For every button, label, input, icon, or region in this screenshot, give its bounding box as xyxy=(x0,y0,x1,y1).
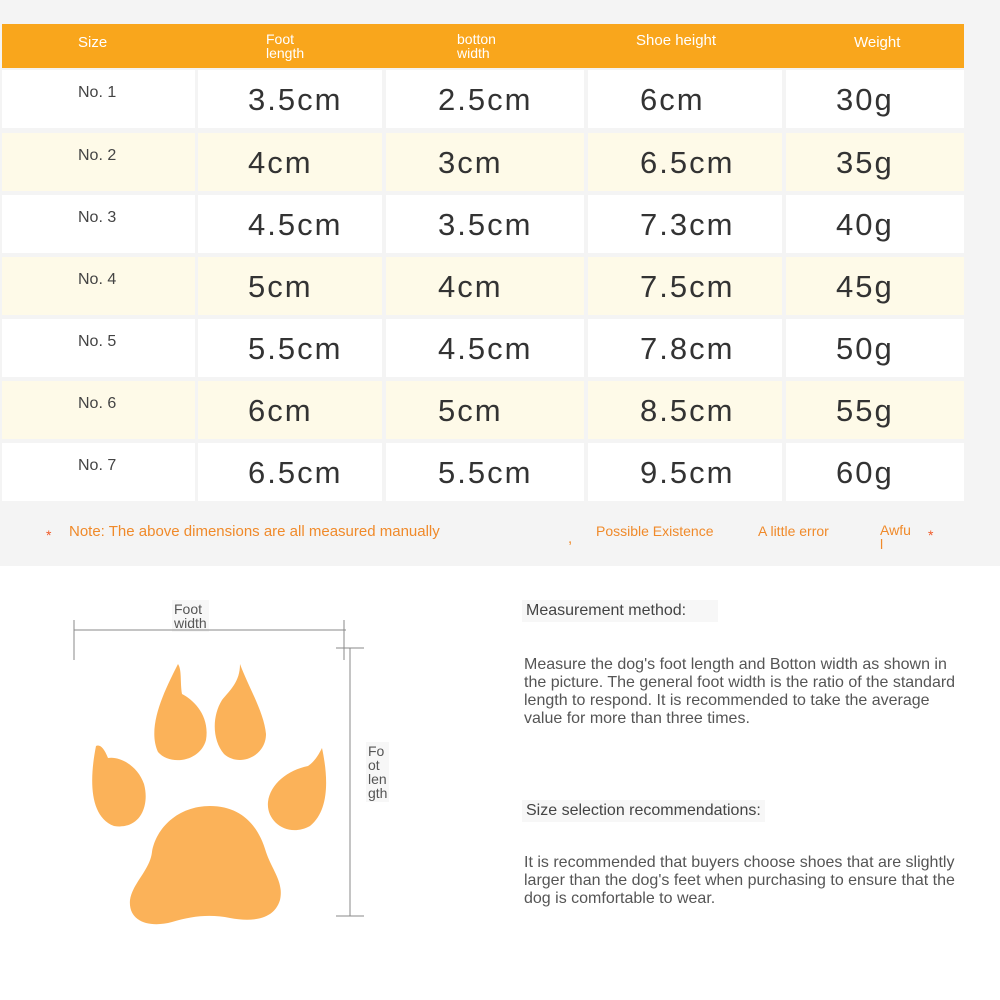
note-possible-existence: Possible Existence xyxy=(596,523,714,539)
cell-value: 35g xyxy=(836,145,894,180)
cell-value: 40g xyxy=(836,207,894,242)
table-cell-botton-width xyxy=(386,381,584,439)
header-size: Size xyxy=(78,34,108,51)
table-cell-size xyxy=(2,70,195,128)
table-row xyxy=(0,70,1000,128)
header-botton-width: botton width xyxy=(457,31,496,61)
cell-value: 7.8cm xyxy=(640,331,735,366)
table-cell-shoe-height xyxy=(588,70,782,128)
table-cell-botton-width xyxy=(386,257,584,315)
measurement-method-title: Measurement method: xyxy=(522,600,718,622)
cell-value: 6.5cm xyxy=(248,455,343,490)
table-cell-size xyxy=(2,195,195,253)
cell-value: 4cm xyxy=(248,145,313,180)
size-label: No. 3 xyxy=(78,209,117,226)
cell-value: 5.5cm xyxy=(438,455,533,490)
table-cell-botton-width xyxy=(386,70,584,128)
foot-width-label: Foot width xyxy=(174,601,207,631)
table-cell-weight xyxy=(786,319,964,377)
table-cell-shoe-height xyxy=(588,257,782,315)
table-cell-botton-width xyxy=(386,195,584,253)
table-cell-botton-width xyxy=(386,319,584,377)
table-cell-foot-length xyxy=(198,257,382,315)
note-little-error: A little error xyxy=(758,523,829,539)
table-cell-size xyxy=(2,133,195,191)
cell-value: 5cm xyxy=(248,269,313,304)
table-cell-weight xyxy=(786,195,964,253)
table-cell-foot-length xyxy=(198,319,382,377)
cell-value: 9.5cm xyxy=(640,455,735,490)
cell-value: 5cm xyxy=(438,393,503,428)
table-cell-weight xyxy=(786,70,964,128)
cell-value: 3.5cm xyxy=(248,82,343,117)
cell-value: 8.5cm xyxy=(640,393,735,428)
table-cell-shoe-height xyxy=(588,195,782,253)
measurement-method-text: Measure the dog's foot length and Botton width as shown in the picture. The general foot width is the ratio of the standard length to respond. It is recommended to take the average value for more than three times. xyxy=(524,656,956,727)
table-row xyxy=(0,133,1000,191)
table-row xyxy=(0,381,1000,439)
table-cell-botton-width xyxy=(386,443,584,501)
table-cell-foot-length xyxy=(198,443,382,501)
table-row xyxy=(0,319,1000,377)
cell-value: 55g xyxy=(836,393,894,428)
table-cell-weight xyxy=(786,257,964,315)
cell-value: 7.5cm xyxy=(640,269,735,304)
table-row xyxy=(0,257,1000,315)
cell-value: 3cm xyxy=(438,145,503,180)
table-cell-shoe-height xyxy=(588,319,782,377)
table-cell-shoe-height xyxy=(588,381,782,439)
table-cell-shoe-height xyxy=(588,443,782,501)
size-recommendation-title: Size selection recommendations: xyxy=(522,800,765,822)
header-shoe-height: Shoe height xyxy=(636,32,717,49)
cell-value: 4.5cm xyxy=(248,207,343,242)
table-header xyxy=(2,24,964,68)
table-cell-foot-length xyxy=(198,195,382,253)
cell-value: 7.3cm xyxy=(640,207,735,242)
table-row xyxy=(0,443,1000,501)
size-label: No. 1 xyxy=(78,84,117,101)
cell-value: 2.5cm xyxy=(438,82,533,117)
table-cell-foot-length xyxy=(198,381,382,439)
cell-value: 60g xyxy=(836,455,894,490)
table-cell-foot-length xyxy=(198,133,382,191)
header-weight: Weight xyxy=(854,34,901,51)
size-label: No. 2 xyxy=(78,147,117,164)
cell-value: 6cm xyxy=(640,82,705,117)
table-cell-weight xyxy=(786,381,964,439)
header-foot-length: Foot length xyxy=(266,31,305,61)
note-text: Note: The above dimensions are all measured manually xyxy=(69,523,440,540)
table-cell-size xyxy=(2,319,195,377)
note-star-end: * xyxy=(928,527,934,543)
cell-value: 5.5cm xyxy=(248,331,343,366)
note-star: * xyxy=(46,527,52,543)
size-label: No. 5 xyxy=(78,333,117,350)
cell-value: 30g xyxy=(836,82,894,117)
size-label: No. 4 xyxy=(78,271,117,288)
table-cell-weight xyxy=(786,133,964,191)
table-cell-foot-length xyxy=(198,70,382,128)
note-comma: , xyxy=(568,530,573,547)
measurement-section xyxy=(0,566,1000,1000)
paw-diagram xyxy=(60,616,380,976)
size-label: No. 7 xyxy=(78,457,117,474)
table-cell-size xyxy=(2,381,195,439)
foot-length-label: Fo ot len gth xyxy=(368,743,388,801)
table-cell-shoe-height xyxy=(588,133,782,191)
cell-value: 6cm xyxy=(248,393,313,428)
cell-value: 4.5cm xyxy=(438,331,533,366)
table-cell-size xyxy=(2,443,195,501)
size-recommendation-text: It is recommended that buyers choose shoes that are slightly larger than the dog's feet when purchasing to ensure that the dog is comfortable to wear. xyxy=(524,854,955,907)
table-cell-weight xyxy=(786,443,964,501)
cell-value: 50g xyxy=(836,331,894,366)
table-row xyxy=(0,195,1000,253)
cell-value: 6.5cm xyxy=(640,145,735,180)
table-cell-botton-width xyxy=(386,133,584,191)
cell-value: 45g xyxy=(836,269,894,304)
size-label: No. 6 xyxy=(78,395,117,412)
table-cell-size xyxy=(2,257,195,315)
note-awful: Awfu l xyxy=(880,522,911,552)
cell-value: 3.5cm xyxy=(438,207,533,242)
cell-value: 4cm xyxy=(438,269,503,304)
